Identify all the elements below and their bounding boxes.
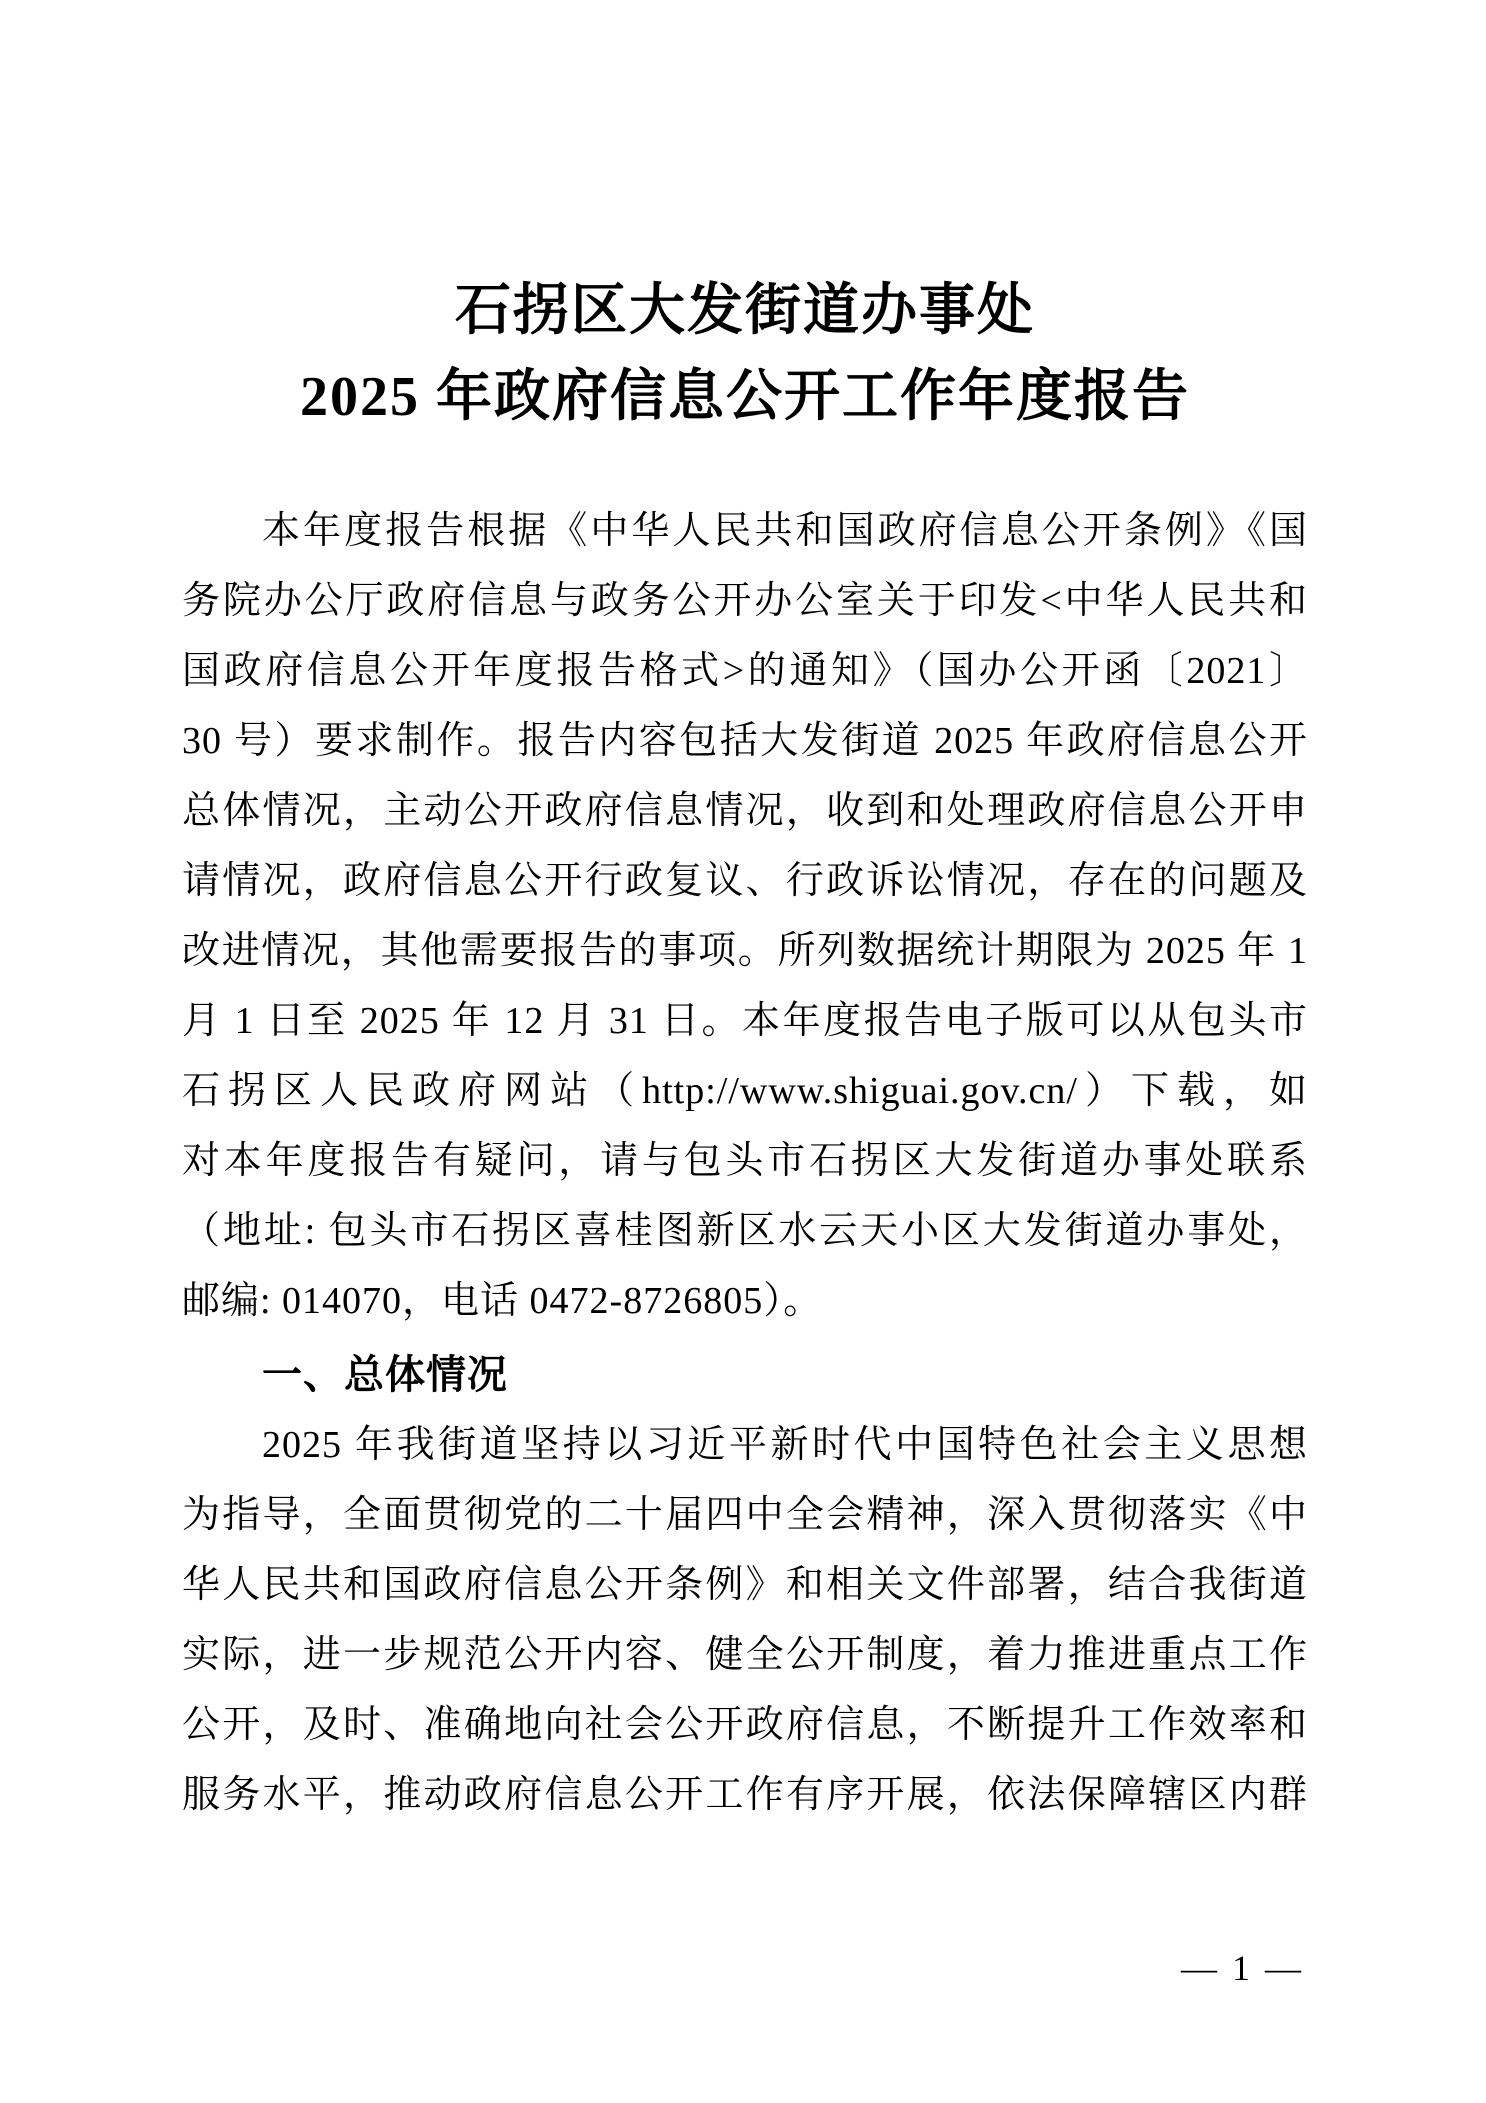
page-number: — 1 — — [1181, 1948, 1304, 1988]
document-title — [182, 268, 1308, 440]
title-line-2: 2025 年政府信息公开工作年度报告 — [300, 366, 1190, 428]
overview-paragraph — [182, 1410, 1308, 1830]
text-line: 30 号）要求制作。报告内容包括大发街道 2025 年政府信息公开 — [182, 720, 1308, 762]
section-heading: 一、总体情况 — [262, 1353, 508, 1397]
text-line: 服务水平，推动政府信息公开工作有序开展，依法保障辖区内群 — [182, 1774, 1308, 1816]
text-line: 总体情况，主动公开政府信息情况，收到和处理政府信息公开申 — [182, 790, 1308, 832]
text-line: 实际，进一步规范公开内容、健全公开制度，着力推进重点工作 — [182, 1634, 1308, 1676]
text-line: 请情况，政府信息公开行政复议、行政诉讼情况，存在的问题及 — [182, 860, 1308, 902]
text-line: 华人民共和国政府信息公开条例》和相关文件部署，结合我街道 — [182, 1564, 1308, 1606]
text-line: 2025 年我街道坚持以习近平新时代中国特色社会主义思想 — [262, 1424, 1308, 1466]
text-line: 本年度报告根据《中华人民共和国政府信息公开条例》《国 — [262, 510, 1308, 552]
text-line: 国政府信息公开年度报告格式>的通知》（国办公开函〔2021〕 — [182, 650, 1308, 692]
text-line: 为指导，全面贯彻党的二十届四中全会精神，深入贯彻落实《中 — [182, 1494, 1308, 1536]
text-line: 对本年度报告有疑问，请与包头市石拐区大发街道办事处联系 — [182, 1140, 1308, 1182]
text-line: 改进情况，其他需要报告的事项。所列数据统计期限为 2025 年 1 — [182, 930, 1308, 972]
title-line-1: 石拐区大发街道办事处 — [455, 280, 1035, 342]
text-line: 邮编: 014070，电话 0472-8726805）。 — [182, 1280, 823, 1322]
text-line: 公开，及时、准确地向社会公开政府信息，不断提升工作效率和 — [182, 1704, 1308, 1746]
text-line: 月 1 日至 2025 年 12 月 31 日。本年度报告电子版可以从包头市 — [182, 1000, 1308, 1042]
document-content — [182, 0, 1308, 1830]
text-line: 务院办公厅政府信息与政务公开办公室关于印发<中华人民共和 — [182, 580, 1308, 622]
text-line: 石拐区人民政府网站（http://www.shiguai.gov.cn/）下载，如 — [182, 1070, 1308, 1112]
intro-paragraph — [182, 496, 1308, 1336]
text-line: （地址: 包头市石拐区喜桂图新区水云天小区大发街道办事处， — [182, 1210, 1308, 1252]
